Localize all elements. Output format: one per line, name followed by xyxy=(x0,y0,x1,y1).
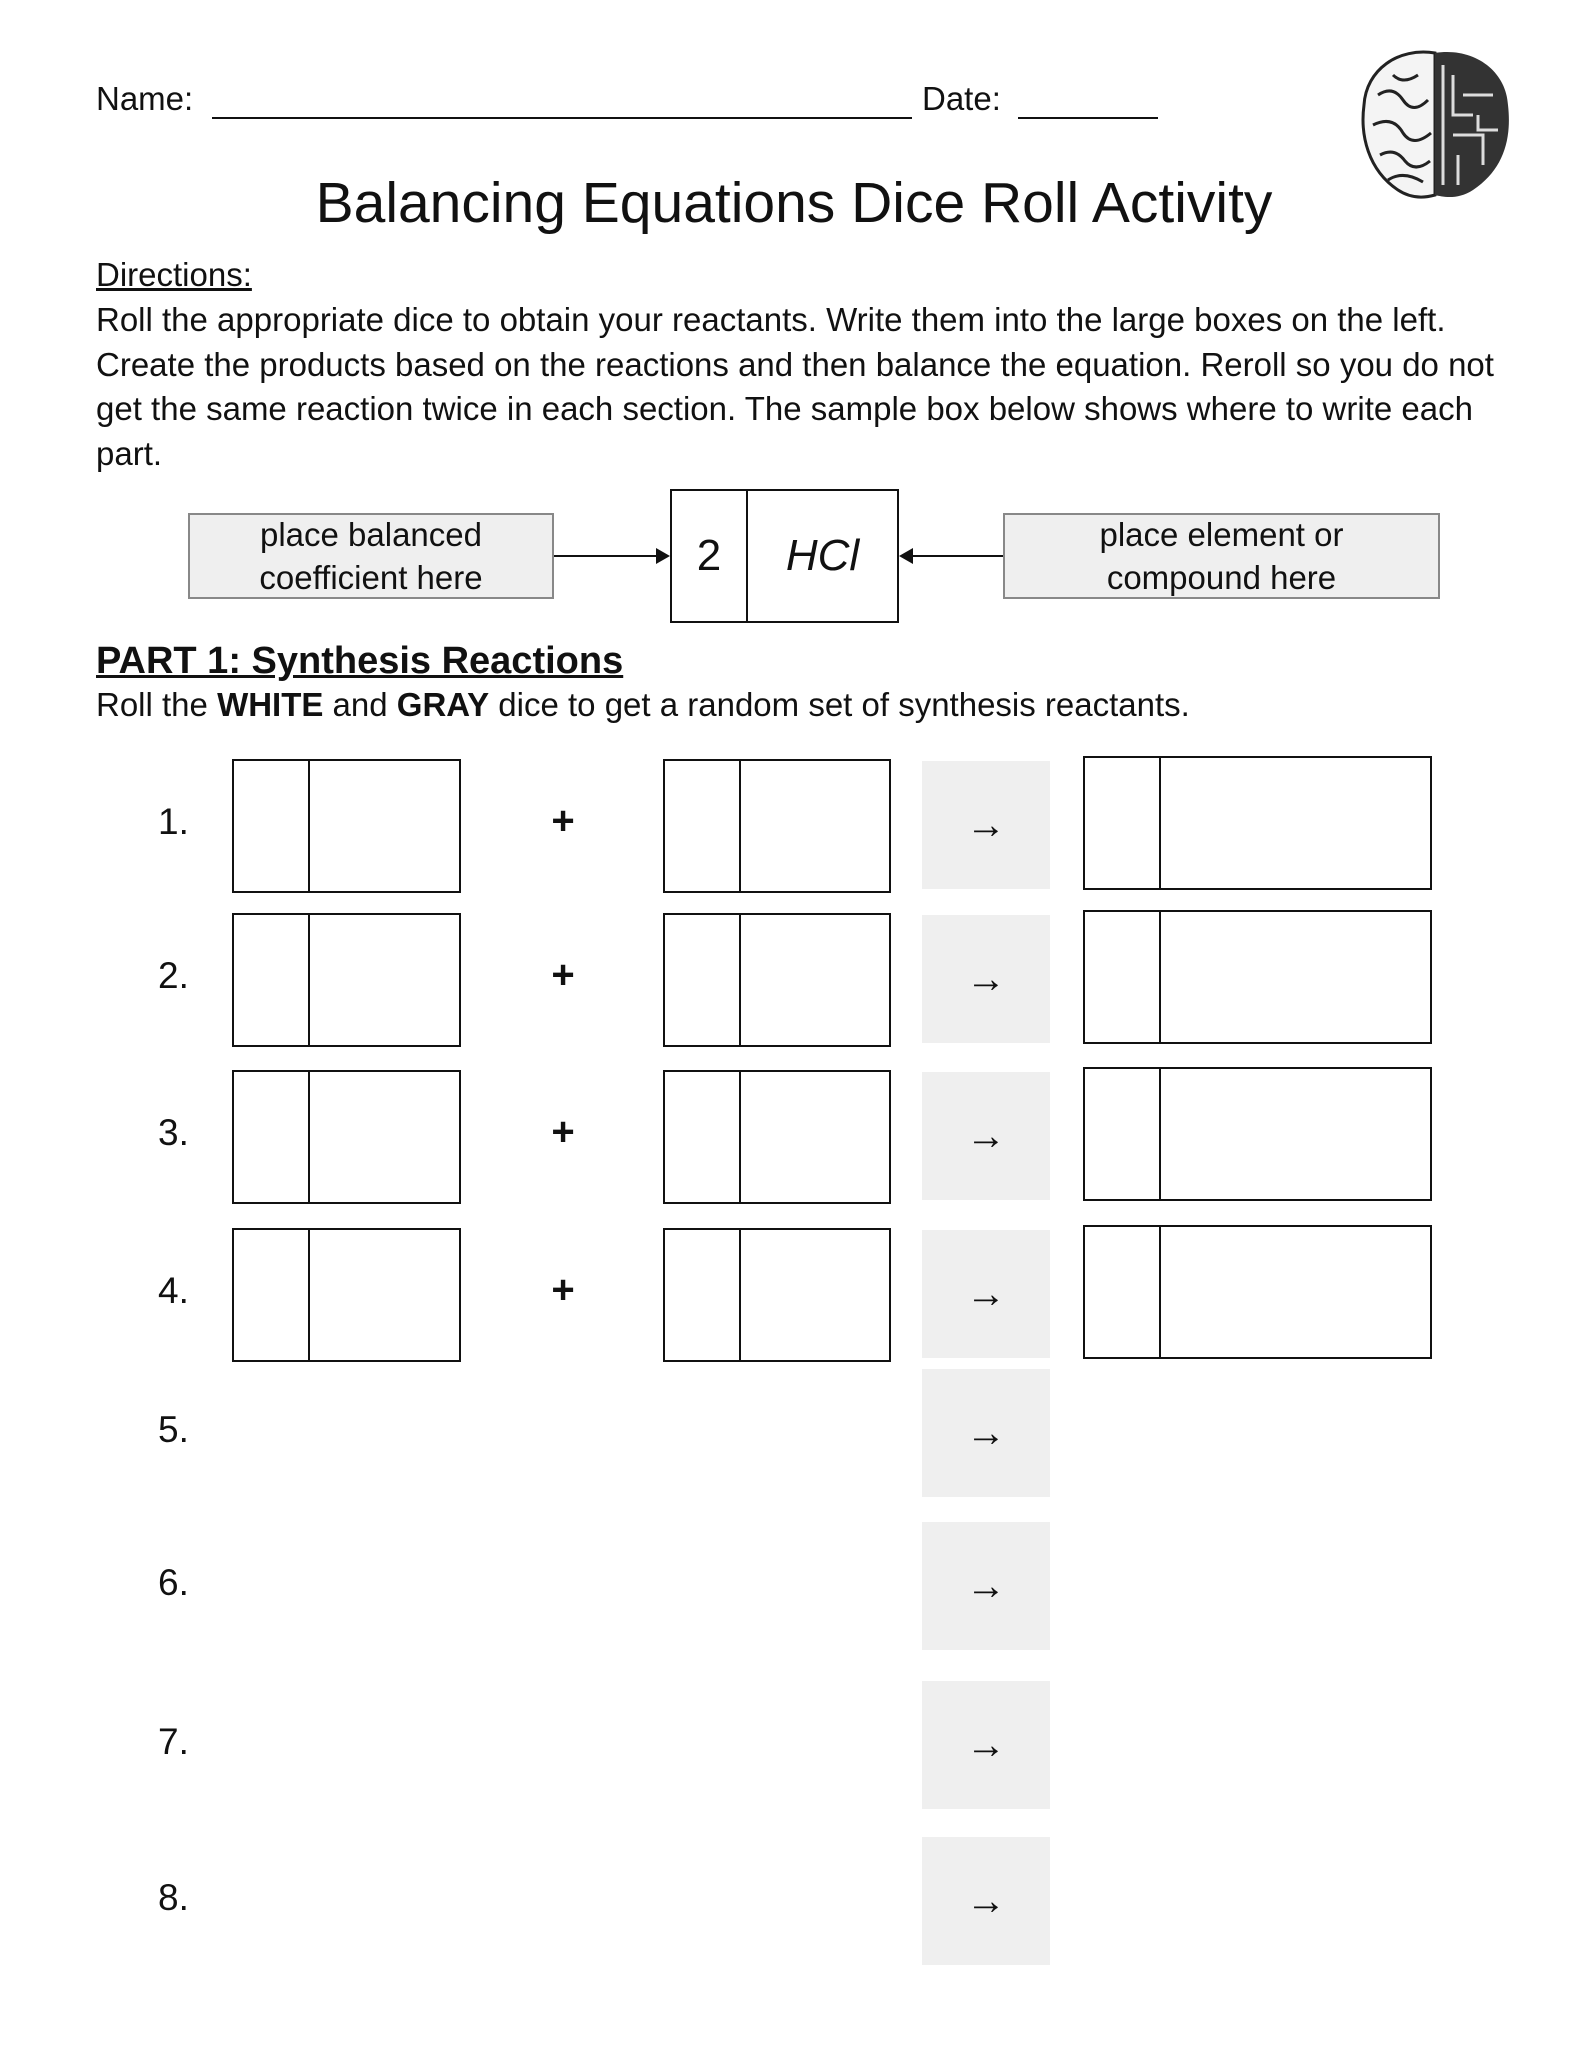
instr-text: dice to get a random set of synthesis reactants. xyxy=(489,686,1190,723)
name-label: Name: xyxy=(96,80,194,117)
row-number: 4. xyxy=(158,1270,189,1311)
box-divider xyxy=(1159,1069,1161,1199)
reactant2-box[interactable] xyxy=(663,913,891,1047)
reaction-arrow-cell xyxy=(922,761,1050,889)
reaction-arrow-cell xyxy=(922,1681,1050,1809)
box-divider xyxy=(308,1072,310,1202)
box-divider xyxy=(308,761,310,891)
arrow-icon: → xyxy=(966,1878,1006,1923)
coefficient-label: place balanced coefficient here xyxy=(259,516,483,596)
reactant2-box[interactable] xyxy=(663,759,891,893)
directions-heading: Directions: xyxy=(96,256,252,293)
arrow-icon: → xyxy=(966,1271,1006,1316)
arrow-to-coefficient xyxy=(554,555,664,557)
reactant1-box[interactable] xyxy=(232,913,461,1047)
instr-text: Roll the xyxy=(96,686,218,723)
plus-sign: + xyxy=(551,1110,575,1154)
row-number: 7. xyxy=(158,1721,189,1762)
box-divider xyxy=(1159,912,1161,1042)
compound-label-box xyxy=(1003,513,1440,599)
page-title: Balancing Equations Dice Roll Activity xyxy=(315,171,1273,235)
arrow-icon: → xyxy=(966,956,1006,1001)
row-number: 8. xyxy=(158,1877,189,1918)
plus-sign: + xyxy=(551,953,575,997)
product-box[interactable] xyxy=(1083,1067,1432,1201)
arrow-icon: → xyxy=(966,1563,1006,1608)
reaction-arrow-cell xyxy=(922,915,1050,1043)
arrow-icon: → xyxy=(966,1113,1006,1158)
plus-sign: + xyxy=(551,1268,575,1312)
reaction-arrow-cell xyxy=(922,1369,1050,1497)
box-divider xyxy=(739,761,741,891)
compound-label: place element or compound here xyxy=(1099,516,1344,596)
reaction-arrow-cell xyxy=(922,1230,1050,1358)
arrow-icon: → xyxy=(966,802,1006,847)
product-box[interactable] xyxy=(1083,910,1432,1044)
name-field[interactable] xyxy=(212,117,912,119)
row-number: 2. xyxy=(158,955,189,996)
arrow-icon: → xyxy=(966,1722,1006,1767)
sample-box xyxy=(670,489,899,623)
box-divider xyxy=(739,915,741,1045)
part1-heading: PART 1: Synthesis Reactions xyxy=(96,640,624,682)
reactant1-box[interactable] xyxy=(232,1070,461,1204)
box-divider xyxy=(308,915,310,1045)
date-field[interactable] xyxy=(1018,117,1158,119)
box-divider xyxy=(739,1072,741,1202)
reaction-arrow-cell xyxy=(922,1522,1050,1650)
reaction-arrow-cell xyxy=(922,1072,1050,1200)
row-number: 3. xyxy=(158,1112,189,1153)
box-divider xyxy=(1159,1227,1161,1357)
row-number: 6. xyxy=(158,1562,189,1603)
reactant2-box[interactable] xyxy=(663,1070,891,1204)
reaction-arrow-cell xyxy=(922,1837,1050,1965)
product-box[interactable] xyxy=(1083,1225,1432,1359)
reactant1-box[interactable] xyxy=(232,759,461,893)
arrowhead-icon xyxy=(656,548,670,564)
arrow-to-compound xyxy=(910,555,1004,557)
reactant1-box[interactable] xyxy=(232,1228,461,1362)
row-number: 1. xyxy=(158,801,189,842)
date-label: Date: xyxy=(922,80,1001,117)
directions-text: Roll the appropriate dice to obtain your reactants. Write them into the large boxes on the left. Create the products based on the reactions and then balance the equation. Reroll so you do not get the same reaction twice in each section. The sample box below shows where to write each part. xyxy=(96,301,1494,472)
sample-coefficient: 2 xyxy=(696,531,722,580)
sample-compound: HCl xyxy=(785,531,860,580)
instr-white: WHITE xyxy=(217,686,324,723)
reactant2-box[interactable] xyxy=(663,1228,891,1362)
part1-instructions xyxy=(96,686,1190,724)
arrow-icon: → xyxy=(966,1410,1006,1455)
product-box[interactable] xyxy=(1083,756,1432,890)
coefficient-label-box xyxy=(188,513,554,599)
box-divider xyxy=(1159,758,1161,888)
plus-sign: + xyxy=(551,799,575,843)
instr-gray: GRAY xyxy=(396,686,490,723)
box-divider xyxy=(308,1230,310,1360)
row-number: 5. xyxy=(158,1409,189,1450)
instr-text: and xyxy=(323,686,397,723)
box-divider xyxy=(739,1230,741,1360)
